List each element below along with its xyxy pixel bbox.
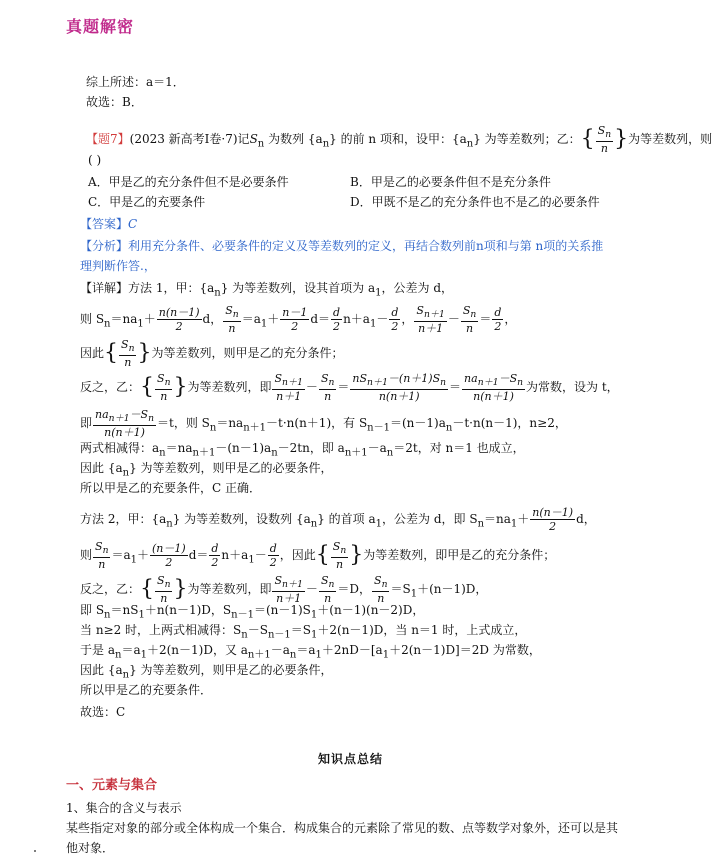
brace: } [137, 340, 152, 366]
method2-line-8: 所以甲是乙的充要条件． [80, 683, 213, 697]
frac-num: d [269, 542, 277, 556]
frac-sub: n [328, 377, 335, 389]
s: 1 [382, 649, 390, 661]
answer-value: C [128, 217, 138, 231]
detail-line-5 [80, 408, 567, 439]
frac-den: 2 [175, 320, 183, 334]
t: 【详解】方法 1，甲：{a [80, 281, 215, 295]
fraction [462, 372, 525, 403]
detail-line-3 [80, 338, 343, 369]
method2-line-3 [80, 574, 487, 605]
s: n＋1 [247, 649, 271, 661]
t: ＝na [110, 312, 138, 327]
stem-part: } 的前 n 项和，设甲：{a [329, 132, 467, 147]
t: ＝(n－1)S [253, 603, 311, 617]
prev-choice: 故选：B． [86, 95, 143, 109]
frac-den: 2 [391, 320, 399, 334]
frac-sub: n [517, 377, 524, 389]
t: ＋(n－1)D， [417, 582, 488, 597]
frac-num: n－1 [282, 306, 308, 320]
t: d， [202, 312, 223, 327]
t: 因此 [80, 346, 105, 361]
stem-part: S [249, 132, 258, 147]
t: 于是 a [80, 643, 115, 657]
frac-den: 2 [165, 556, 173, 570]
t: ＝ [449, 380, 462, 395]
brace: { [140, 576, 155, 602]
s: 1 [315, 649, 322, 661]
option-d: D．甲既不是乙的充分条件也不是乙的必要条件 [350, 195, 600, 209]
t: d＝ [188, 548, 209, 563]
prev-conclusion: 综上所述：a＝1． [86, 75, 185, 89]
frac-sub: n＋1 [282, 579, 303, 591]
frac-num: S [332, 540, 341, 553]
fraction [461, 304, 478, 335]
frac-den: 2 [333, 320, 341, 334]
t: ＋(n－1)(n－2)D， [317, 603, 425, 617]
frac-sub: n＋1 [108, 413, 130, 425]
t: 为等差数列，即 [187, 380, 272, 395]
t: 方法 2，甲：{a [80, 512, 167, 526]
detail-line-6 [80, 440, 525, 461]
t: 则 S [80, 312, 105, 327]
s: n [122, 669, 130, 681]
s: n [104, 609, 111, 621]
frac-den: n(n＋1) [104, 426, 145, 440]
s: 1 [248, 554, 255, 566]
fraction [93, 540, 110, 571]
t: － [305, 582, 318, 597]
frac-den: 2 [494, 320, 502, 334]
s: 1 [375, 287, 382, 299]
brace: } [173, 374, 188, 400]
t: ＝ [479, 312, 492, 327]
frac-num: n(n－1) [158, 306, 200, 320]
frac-den: n(n＋1) [473, 390, 514, 404]
section-header: 真题解密 [66, 17, 135, 36]
s: 1 [310, 609, 318, 621]
t: ， [504, 312, 517, 327]
frac-num: d [333, 306, 341, 320]
method2-line-7 [80, 662, 333, 683]
t: ＋ [517, 512, 530, 526]
frac-sub: n [605, 129, 612, 141]
item-heading: 1、集合的含义与表示 [66, 801, 182, 815]
fraction [319, 574, 336, 605]
t: ＝na [216, 416, 244, 431]
fraction [272, 372, 304, 403]
fraction [389, 306, 400, 333]
detail-line-1 [80, 280, 453, 301]
frac-num: n(n－1) [532, 506, 574, 519]
s: n [310, 518, 318, 530]
s: n [114, 649, 122, 661]
frac-num: S [597, 124, 606, 137]
frac-sub: n [232, 309, 239, 321]
frac-den: n＋1 [418, 322, 444, 336]
method2-line-9: 故选：C [80, 705, 126, 719]
s: n [104, 318, 111, 330]
section-heading: 一、元素与集合 [66, 778, 158, 793]
frac-den: n [600, 142, 608, 156]
frac-num: na [464, 372, 478, 385]
t: －a [270, 643, 290, 657]
t: ，公差为 d， [381, 281, 453, 295]
t: 即 S [80, 603, 105, 617]
t: 因此 {a [80, 663, 123, 677]
method2-line-4 [80, 602, 424, 623]
fraction [331, 540, 348, 571]
frac-num: S [320, 574, 329, 587]
t: 为等差数列，则甲是乙的充分条件； [151, 346, 344, 361]
t: ＝a [121, 643, 141, 657]
s: n－1 [267, 629, 291, 641]
s: n [289, 649, 297, 661]
frac-num: S [121, 338, 129, 351]
answer-label: 【答案】 [80, 217, 129, 231]
question-tag: 【题7】 [86, 132, 130, 147]
method2-line-2 [80, 540, 555, 571]
t: } 为等差数列，则甲是乙的必要条件， [129, 461, 333, 475]
frac-den: 2 [269, 556, 277, 570]
t: 当 n≥2 时，上两式相减得：S [80, 623, 242, 637]
frac-den: n [324, 592, 332, 606]
frac-sub: n [381, 579, 388, 591]
frac-den: n [160, 390, 168, 404]
brace: { [315, 542, 330, 568]
s: n－1 [367, 422, 390, 434]
t: － [447, 312, 460, 327]
frac-num: (n－1) [152, 542, 186, 556]
s: n [209, 422, 217, 434]
fraction [280, 306, 309, 333]
frac-num: S [462, 304, 471, 317]
frac-sub: n [128, 343, 135, 355]
t: 反之，乙： [80, 582, 141, 597]
t: ＝S [390, 582, 411, 597]
t: －t·n(n－1)，n≥2， [452, 416, 567, 431]
frac-num: S [95, 540, 103, 553]
frac-den: n＋1 [276, 592, 302, 606]
t: 为等差数列，即 [187, 582, 272, 597]
t: ＝(n－1)a [389, 416, 446, 431]
s: 1 [410, 588, 418, 600]
page-mark [34, 850, 36, 852]
frac-den: n＋1 [276, 390, 302, 404]
frac-den: n(n＋1) [378, 390, 420, 404]
brace: } [173, 576, 188, 602]
t: ＋2nD－[a [321, 643, 383, 657]
t: ＋2(n－1)D，当 n＝1 时，上式成立， [317, 623, 527, 637]
frac-den: n [124, 356, 132, 370]
t: ＋ [267, 312, 280, 327]
t: d＝ [310, 312, 331, 327]
analysis-line-1 [80, 238, 603, 254]
brace: } [614, 126, 629, 152]
frac-den: n [98, 558, 106, 572]
t: ＝ [337, 380, 350, 395]
frac-num: －(n＋1)S [387, 372, 441, 385]
t: －a [367, 441, 387, 455]
answer-line [80, 216, 137, 232]
frac-num: S [274, 372, 283, 385]
fraction [157, 306, 202, 333]
t: ＋ [137, 548, 150, 563]
frac-sub: n [164, 579, 171, 591]
s: 1 [311, 629, 318, 641]
s: n [159, 447, 166, 459]
frac-num: S [157, 372, 165, 385]
t: － [254, 548, 267, 563]
question-stem [86, 124, 712, 155]
brace: } [349, 542, 364, 568]
frac-den: n [160, 592, 168, 606]
frac-num: d [391, 306, 399, 320]
s: 1 [510, 518, 518, 530]
t: ，因此 [279, 548, 316, 563]
frac-sub: n [102, 545, 109, 557]
s: 1 [138, 609, 145, 621]
t: ＋n(n－1)D，S [144, 603, 232, 617]
frac-den: n [335, 558, 344, 572]
analysis-line-2: 理判断作答.， [80, 259, 156, 273]
frac-num: S [157, 574, 165, 587]
fraction [319, 372, 336, 403]
fraction [272, 574, 304, 605]
option-b: B．甲是乙的必要条件但不是充分条件 [350, 175, 551, 189]
fraction [492, 306, 503, 333]
s: 1 [260, 318, 268, 330]
frac-sub: n [164, 377, 171, 389]
s: 1 [130, 554, 137, 566]
frac-num: S [320, 372, 329, 385]
fraction [223, 304, 240, 335]
fraction [268, 542, 279, 569]
fraction [119, 338, 136, 369]
fraction [350, 372, 448, 403]
t: ＝a [241, 312, 261, 327]
s: n [166, 518, 173, 530]
frac-num: d [494, 306, 502, 320]
frac-num: S [274, 574, 283, 587]
t: 则 [80, 548, 93, 563]
s: n＋1 [344, 447, 368, 459]
stem-sub: n [466, 138, 474, 150]
t: ＋ [143, 312, 156, 327]
t: ， [401, 312, 414, 327]
frac-den: n [324, 390, 332, 404]
t: ＝a [296, 643, 316, 657]
frac-den: n [228, 322, 236, 336]
t: ＝na [484, 512, 511, 526]
frac-den: 2 [549, 520, 557, 533]
frac-sub: n [340, 545, 347, 557]
stem-part: (2023 新高考Ⅰ卷·7)记 [129, 132, 250, 147]
t: ＝S [290, 623, 312, 637]
s: n [214, 287, 221, 299]
t: 两式相减得：a [80, 441, 160, 455]
option-c: C．甲是乙的充要条件 [88, 195, 206, 209]
t: 为等差数列，即甲是乙的充分条件； [363, 548, 556, 563]
fraction [530, 506, 575, 533]
fraction [155, 372, 172, 403]
t: } 的首项 a [317, 512, 376, 526]
s: n [271, 447, 278, 459]
t: － [376, 312, 389, 327]
knowledge-title: 知识点总结 [317, 752, 383, 766]
frac-sub: n＋1 [477, 377, 499, 389]
t: 为常数，设为 t， [526, 380, 619, 395]
answer-paren: ( ) [88, 153, 102, 167]
fraction [331, 306, 342, 333]
frac-den: n [377, 592, 385, 606]
s: n＋1 [192, 447, 216, 459]
option-a: A．甲是乙的充分条件但不是必要条件 [88, 175, 289, 189]
s: 1 [375, 518, 383, 530]
frac-sub: n [328, 579, 335, 591]
fraction [155, 574, 172, 605]
s: n [477, 518, 485, 530]
frac-num: S [374, 574, 382, 587]
t: －2tn，即 a [277, 441, 345, 455]
t: －t·n(n＋1)，有 S [266, 416, 368, 431]
t: } 为等差数列，设其首项为 a [220, 281, 376, 295]
t: 即 [80, 416, 93, 431]
stem-part: 为数列 {a [268, 132, 323, 147]
analysis-label: 【分析】 [80, 239, 129, 253]
brace: { [580, 126, 595, 152]
t: d， [576, 512, 596, 526]
t: －S [247, 623, 268, 637]
paragraph-line-1: 某些指定对象的部分或全体构成一个集合．构成集合的元素除了常见的数、点等数学对象外，还可以是其 [66, 821, 619, 835]
stem-sub: n [257, 138, 265, 150]
frac-num: －S [498, 372, 518, 385]
frac-sub: n [148, 413, 155, 425]
frac-sub: n＋1 [282, 377, 303, 389]
frac-sub: n＋1 [423, 309, 445, 321]
frac-num: nS [352, 372, 368, 385]
fraction [209, 542, 220, 569]
s: n＋1 [243, 422, 267, 434]
detail-line-8: 所以甲是乙的充要条件，C 正确． [80, 481, 261, 495]
frac-den: 2 [211, 556, 219, 570]
s: n [386, 447, 394, 459]
t: } 为等差数列，设数列 {a [172, 512, 311, 526]
t: 因此 {a [80, 461, 123, 475]
s: 1 [140, 649, 147, 661]
s: 1 [137, 318, 144, 330]
t: n＋a [221, 548, 249, 563]
t: ＋2(n－1)D，又 a [146, 643, 248, 657]
t: －(n－1)a [215, 441, 272, 455]
frac-den: 2 [291, 320, 299, 334]
t: ＋2(n－1)D]＝2D 为常数， [389, 643, 541, 657]
detail-line-2 [80, 304, 516, 335]
detail-line-7 [80, 460, 333, 481]
s: 1 [369, 318, 377, 330]
stem-sub: n [322, 138, 330, 150]
frac-den: n [466, 322, 474, 336]
t: ＝2t，对 n＝1 也成立， [393, 441, 525, 455]
t: ＝t，则 S [157, 416, 210, 431]
fraction [596, 124, 613, 155]
t: ＝a [111, 548, 131, 563]
frac-sub: n＋1 [367, 377, 388, 389]
stem-part: } 为等差数列；乙： [473, 132, 581, 147]
t: － [305, 380, 318, 395]
t: ＝D， [337, 582, 372, 597]
frac-num: S [225, 304, 233, 317]
frac-sub: n [440, 377, 447, 389]
fraction [150, 542, 188, 569]
frac-sub: n [470, 309, 477, 321]
s: n [445, 422, 453, 434]
s: n－1 [231, 609, 254, 621]
method2-line-5 [80, 622, 526, 643]
method2-line-1 [80, 506, 596, 533]
frac-num: d [211, 542, 219, 556]
brace: { [104, 340, 119, 366]
fraction [414, 304, 446, 335]
analysis-text: 利用充分条件、必要条件的定义及等差数列的定义，再结合数列前n项和与第 n项的关系推 [128, 239, 604, 253]
t: ＝na [165, 441, 193, 455]
t: 反之，乙： [80, 380, 141, 395]
brace: { [140, 374, 155, 400]
t: n＋a [343, 312, 370, 327]
s: n [122, 467, 130, 479]
t: ＝nS [110, 603, 139, 617]
method2-line-6 [80, 642, 541, 663]
fraction [372, 574, 389, 605]
t: } 为等差数列，则甲是乙的必要条件， [129, 663, 333, 677]
frac-num: －S [129, 408, 149, 421]
s: n [241, 629, 248, 641]
detail-line-4 [80, 372, 619, 403]
stem-part: 为等差数列，则 [628, 132, 712, 147]
paragraph-line-2: 他对象． [66, 841, 115, 855]
frac-num: S [416, 304, 424, 317]
fraction [93, 408, 156, 439]
frac-num: na [95, 408, 109, 421]
t: ，公差为 d，即 S [382, 512, 478, 526]
